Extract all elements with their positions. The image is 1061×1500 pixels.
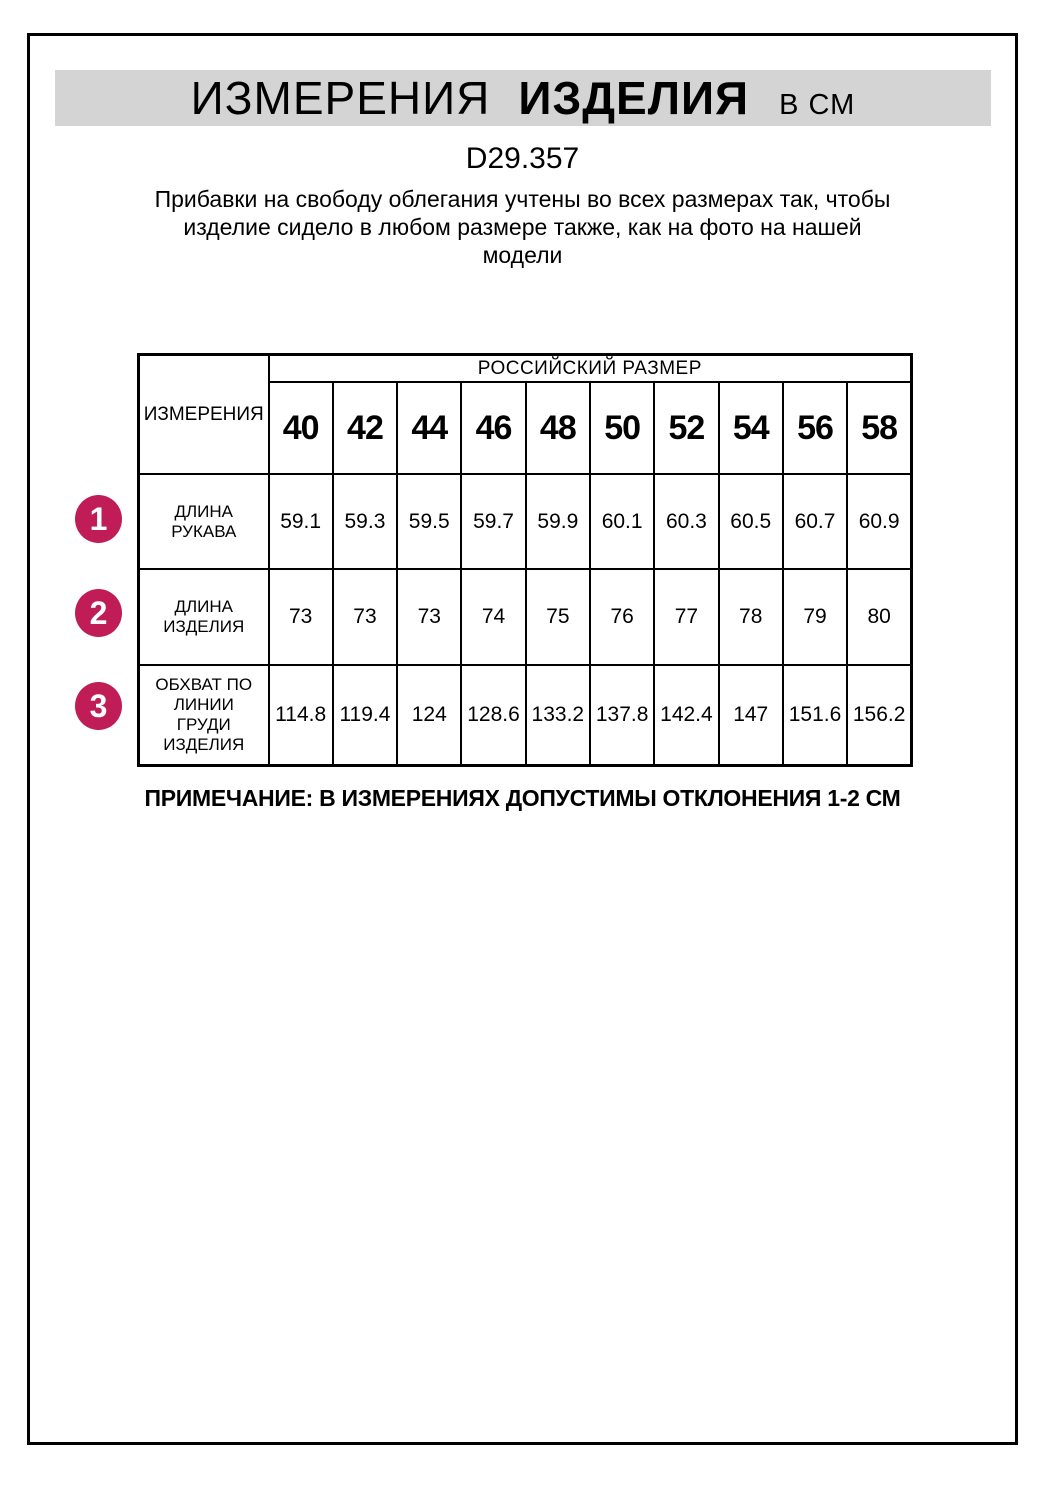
value-cell: 151.6 — [783, 665, 847, 765]
size-cell: 58 — [847, 382, 911, 474]
size-cell: 46 — [461, 382, 525, 474]
value-cell: 133.2 — [526, 665, 590, 765]
description-line: Прибавки на свободу облегания учтены во всех размерах так, чтобы — [154, 186, 891, 212]
value-cell: 128.6 — [461, 665, 525, 765]
size-group-label-cell: РОССИЙСКИЙ РАЗМЕР — [269, 355, 912, 383]
value-cell: 156.2 — [847, 665, 911, 765]
table-row-group-header — [139, 355, 912, 383]
note-text: ПРИМЕЧАНИЕ: В ИЗМЕРЕНИЯХ ДОПУСТИМЫ ОТКЛОНЕНИЯ 1-2 СМ — [144, 785, 901, 811]
value-cell: 60.5 — [719, 474, 783, 569]
page-title-word2: ИЗДЕЛИЯ — [518, 72, 750, 124]
size-cell: 56 — [783, 382, 847, 474]
measure-label-cell — [139, 474, 269, 569]
measure-label-cell — [139, 665, 269, 765]
value-cell: 73 — [269, 569, 333, 665]
size-cell: 42 — [333, 382, 397, 474]
measure-label-cell — [139, 569, 269, 665]
value-cell: 114.8 — [269, 665, 333, 765]
size-cell: 40 — [269, 382, 333, 474]
value-cell: 79 — [783, 569, 847, 665]
corner-label-cell: ИЗМЕРЕНИЯ — [139, 355, 269, 475]
size-table — [137, 353, 913, 767]
value-cell: 80 — [847, 569, 911, 665]
value-cell: 73 — [333, 569, 397, 665]
size-cell: 44 — [397, 382, 461, 474]
value-cell: 60.7 — [783, 474, 847, 569]
value-cell: 137.8 — [590, 665, 654, 765]
value-cell: 142.4 — [654, 665, 718, 765]
page-title-word1: ИЗМЕРЕНИЯ — [190, 72, 491, 124]
description-line: модели — [482, 242, 563, 268]
size-cell: 50 — [590, 382, 654, 474]
size-cell: 54 — [719, 382, 783, 474]
description — [30, 185, 1015, 269]
value-cell: 147 — [719, 665, 783, 765]
value-cell: 73 — [397, 569, 461, 665]
measure-label: ДЛИНА ИЗДЕЛИЯ — [163, 597, 245, 636]
table-row — [139, 474, 912, 569]
value-cell: 119.4 — [333, 665, 397, 765]
table-row — [139, 665, 912, 765]
value-cell: 77 — [654, 569, 718, 665]
row-number-badge-2: 2 — [75, 589, 122, 637]
row-number-badge-1: 1 — [75, 495, 122, 543]
value-cell: 75 — [526, 569, 590, 665]
value-cell: 60.9 — [847, 474, 911, 569]
size-cell: 52 — [654, 382, 718, 474]
value-cell: 59.1 — [269, 474, 333, 569]
measure-label: ОБХВАТ ПО ЛИНИИ ГРУДИ ИЗДЕЛИЯ — [155, 674, 253, 754]
value-cell: 59.7 — [461, 474, 525, 569]
size-cell: 48 — [526, 382, 590, 474]
size-table-wrap — [137, 353, 913, 767]
description-line: изделие сидело в любом размере также, как на фото на нашей — [183, 214, 862, 240]
value-cell: 60.1 — [590, 474, 654, 569]
title-band — [55, 70, 991, 126]
value-cell: 78 — [719, 569, 783, 665]
model-code: D29.357 — [465, 142, 580, 175]
measure-label: ДЛИНА РУКАВА — [171, 501, 237, 541]
value-cell: 59.3 — [333, 474, 397, 569]
value-cell: 60.3 — [654, 474, 718, 569]
page-title-unit: В СМ — [779, 89, 856, 121]
row-number-badge-3: 3 — [75, 682, 122, 730]
table-row — [139, 569, 912, 665]
value-cell: 76 — [590, 569, 654, 665]
page-frame — [27, 33, 1018, 1445]
value-cell: 59.9 — [526, 474, 590, 569]
value-cell: 124 — [397, 665, 461, 765]
value-cell: 59.5 — [397, 474, 461, 569]
value-cell: 74 — [461, 569, 525, 665]
